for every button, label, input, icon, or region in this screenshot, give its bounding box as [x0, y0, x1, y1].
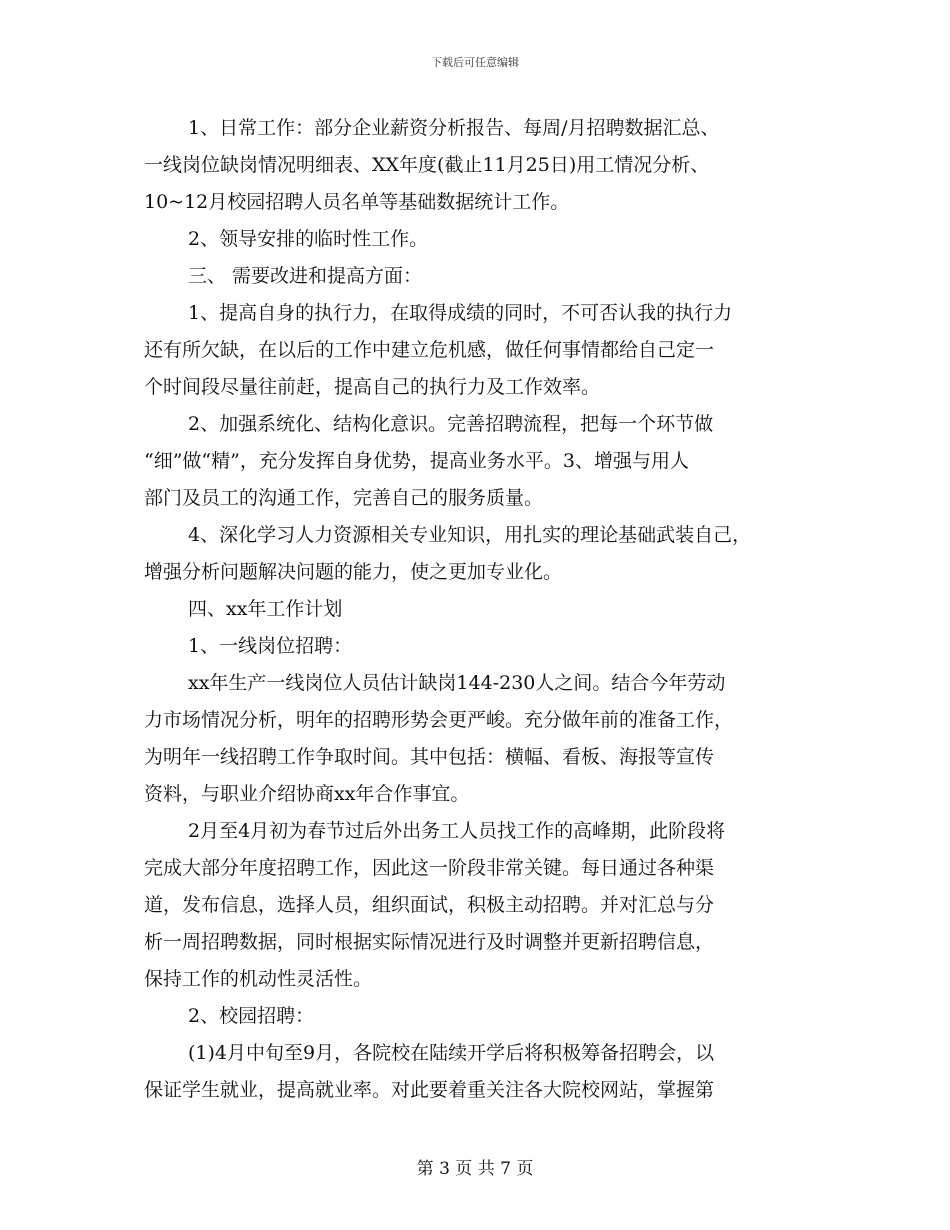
text-line: 2月至4月初为春节过后外出务工人员找工作的高峰期，此阶段将: [188, 820, 726, 842]
text-line: 资料，与职业介绍协商xx年合作事宜。: [144, 783, 470, 805]
text-line: 2、加强系统化、结构化意识。完善招聘流程，把每一个环节做: [188, 413, 714, 435]
text-line: 1、日常工作：部分企业薪资分析报告、每周/月招聘数据汇总、: [188, 117, 720, 139]
text-line: 保证学生就业，提高就业率。对此要着重关注各大院校网站，掌握第: [144, 1079, 715, 1101]
text-line: 力市场情况分析，明年的招聘形势会更严峻。充分做年前的准备工作，: [144, 709, 734, 731]
page-header: 下载后可任意编辑: [431, 56, 519, 69]
text-line: (1)4月中旬至9月，各院校在陆续开学后将积极筹备招聘会，以: [188, 1042, 715, 1064]
text-line: 4、深化学习人力资源相关专业知识，用扎实的理论基础武装自己，: [188, 524, 752, 546]
text-line: “细”做“精”，充分发挥自身优势，提高业务水平。3、增强与用人: [144, 450, 689, 472]
text-line: 四、xx年工作计划: [188, 598, 343, 620]
text-line: 10~12月校园招聘人员名单等基础数据统计工作。: [144, 191, 570, 213]
text-line: 道，发布信息，选择人员，组织面试，积极主动招聘。并对汇总与分: [144, 894, 715, 916]
page-footer: 第 3 页 共 7 页: [416, 1159, 534, 1179]
text-line: 析一周招聘数据，同时根据实际情况进行及时调整并更新招聘信息，: [144, 931, 715, 953]
text-line: 1、提高自身的执行力，在取得成绩的同时，不可否认我的执行力: [188, 302, 733, 324]
text-line: 保持工作的机动性灵活性。: [144, 968, 373, 990]
text-line: 1、一线岗位招聘：: [188, 635, 353, 657]
text-line: 完成大部分年度招聘工作，因此这一阶段非常关键。每日通过各种渠: [144, 857, 715, 879]
text-line: xx年生产一线岗位人员估计缺岗144-230人之间。结合今年劳动: [188, 672, 726, 694]
text-line: 一线岗位缺岗情况明细表、XX年度(截止11月25日)用工情况分析、: [144, 154, 710, 176]
text-line: 2、领导安排的临时性工作。: [188, 228, 429, 250]
text-line: 个时间段尽量往前赶，提高自己的执行力及工作效率。: [144, 376, 601, 398]
text-line: 为明年一线招聘工作争取时间。其中包括：横幅、看板、海报等宣传: [144, 746, 715, 768]
text-line: 还有所欠缺，在以后的工作中建立危机感，做任何事情都给自己定一: [144, 339, 715, 361]
body-text: [144, 110, 824, 1109]
text-line: 增强分析问题解决问题的能力，使之更加专业化。: [144, 561, 563, 583]
text-line: 部门及员工的沟通工作，完善自己的服务质量。: [144, 487, 544, 509]
text-line: 2、校园招聘：: [188, 1005, 315, 1027]
text-line: 三、 需要改进和提高方面：: [188, 265, 423, 287]
